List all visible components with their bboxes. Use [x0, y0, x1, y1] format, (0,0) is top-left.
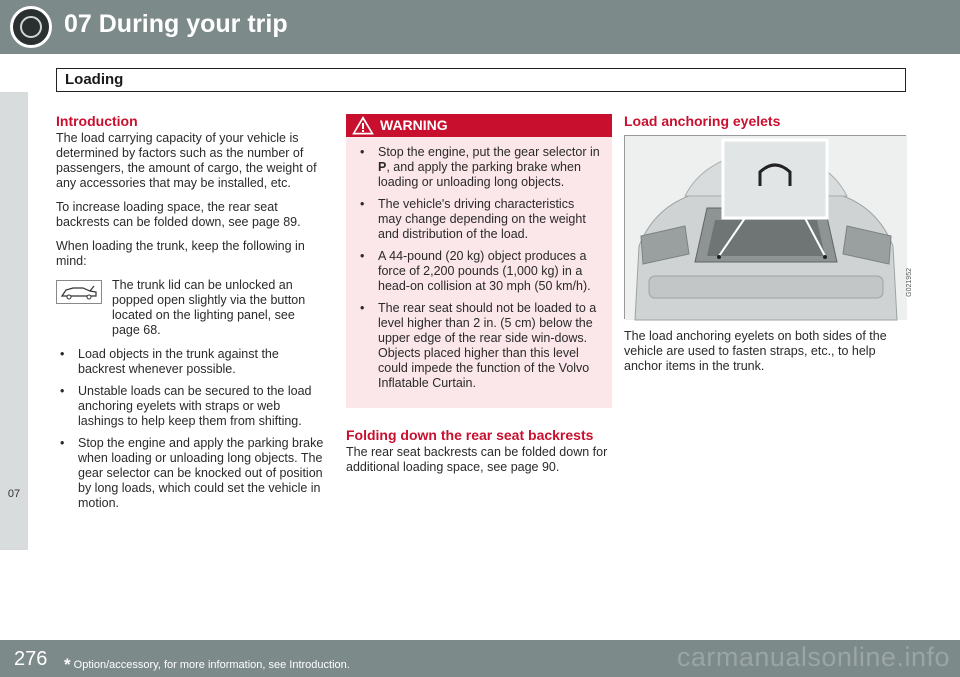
- anchoring-eyelets-paragraph: The load anchoring eyelets on both sides of the vehicle are used to fasten straps, etc., to help anchor items in the trunk.: [624, 329, 887, 373]
- intro-paragraph-3: When loading the trunk, keep the following in mind:: [56, 239, 305, 268]
- list-item: • The rear seat should not be loaded to a level higher than 2 in. (5 cm) below the upper edge of the rear side win-dows. Objects placed higher than this level could impede the function of the Volvo Inflatable Curtain.: [360, 301, 597, 390]
- section-title: Loading: [65, 71, 124, 88]
- warning-box: [346, 114, 612, 408]
- trunk-eyelets-illustration: [625, 136, 907, 320]
- folding-backrests-paragraph: The rear seat backrests can be folded down for additional loading space, see page 90.: [346, 445, 608, 474]
- watermark: carmanualsonline.info: [676, 642, 950, 672]
- intro-paragraph-1: The load carrying capacity of your vehicle is determined by factors such as the number of passengers, the amount of cargo, the weight of any accessories that may be installed, etc.: [56, 131, 317, 190]
- footnote-mark: *: [64, 655, 71, 674]
- page-footer: [0, 640, 960, 677]
- column-anchoring: [624, 113, 913, 383]
- page-number: 276: [14, 648, 48, 670]
- loading-tips-list: [56, 347, 324, 511]
- warning-title: WARNING: [380, 117, 448, 133]
- trunk-note: [56, 278, 324, 338]
- list-item: • Stop the engine, put the gear selector in P, and apply the parking brake when loading or unloading long objects.: [360, 145, 600, 189]
- warning-header: [346, 114, 612, 137]
- list-item: • A 44-pound (20 kg) object produces a force of 2,200 pounds (1,000 kg) in a head-on collision at 30 mph (50 km/h).: [360, 249, 591, 293]
- list-item: • Stop the engine and apply the parking brake when loading or unloading long objects. The gear selector can be knocked out of position by long loads, which could set the vehicle in motion.: [60, 436, 324, 510]
- footnote-text: Option/accessory, for more information, see Introduction.: [70, 659, 350, 671]
- introduction-heading: Introduction: [56, 113, 138, 129]
- warning-triangle-icon: [352, 116, 374, 135]
- steering-wheel-icon: [10, 6, 52, 48]
- trunk-illustration: [624, 135, 913, 319]
- chapter-tab-label: 07: [7, 488, 21, 500]
- trunk-note-text: The trunk lid can be unlocked an popped open slightly via the button located on the lighting panel, see page 68.: [112, 278, 306, 337]
- list-item: • Load objects in the trunk against the backrest whenever possible.: [60, 347, 279, 376]
- chapter-side-tab: [0, 92, 28, 550]
- page-header: [0, 0, 960, 54]
- column-introduction: [56, 114, 324, 518]
- anchoring-eyelets-heading: Load anchoring eyelets: [624, 113, 781, 129]
- list-item: • Unstable loads can be secured to the load anchoring eyelets with straps or web lashings to help keep them from shifting.: [60, 384, 312, 428]
- list-item: • The vehicle's driving characteristics may change depending on the weight and distribution of the load.: [360, 197, 586, 241]
- car-trunk-icon: [56, 280, 102, 304]
- chapter-title: 07 During your trip: [64, 10, 288, 38]
- intro-paragraph-2: To increase loading space, the rear seat backrests can be folded down, see page 89.: [56, 200, 301, 229]
- folding-backrests-heading: Folding down the rear seat backrests: [346, 427, 594, 443]
- image-code: G021952: [906, 268, 913, 297]
- footnote: [64, 653, 350, 673]
- section-bar: [56, 68, 906, 92]
- warning-list: [346, 137, 612, 391]
- column-warning: [346, 114, 612, 484]
